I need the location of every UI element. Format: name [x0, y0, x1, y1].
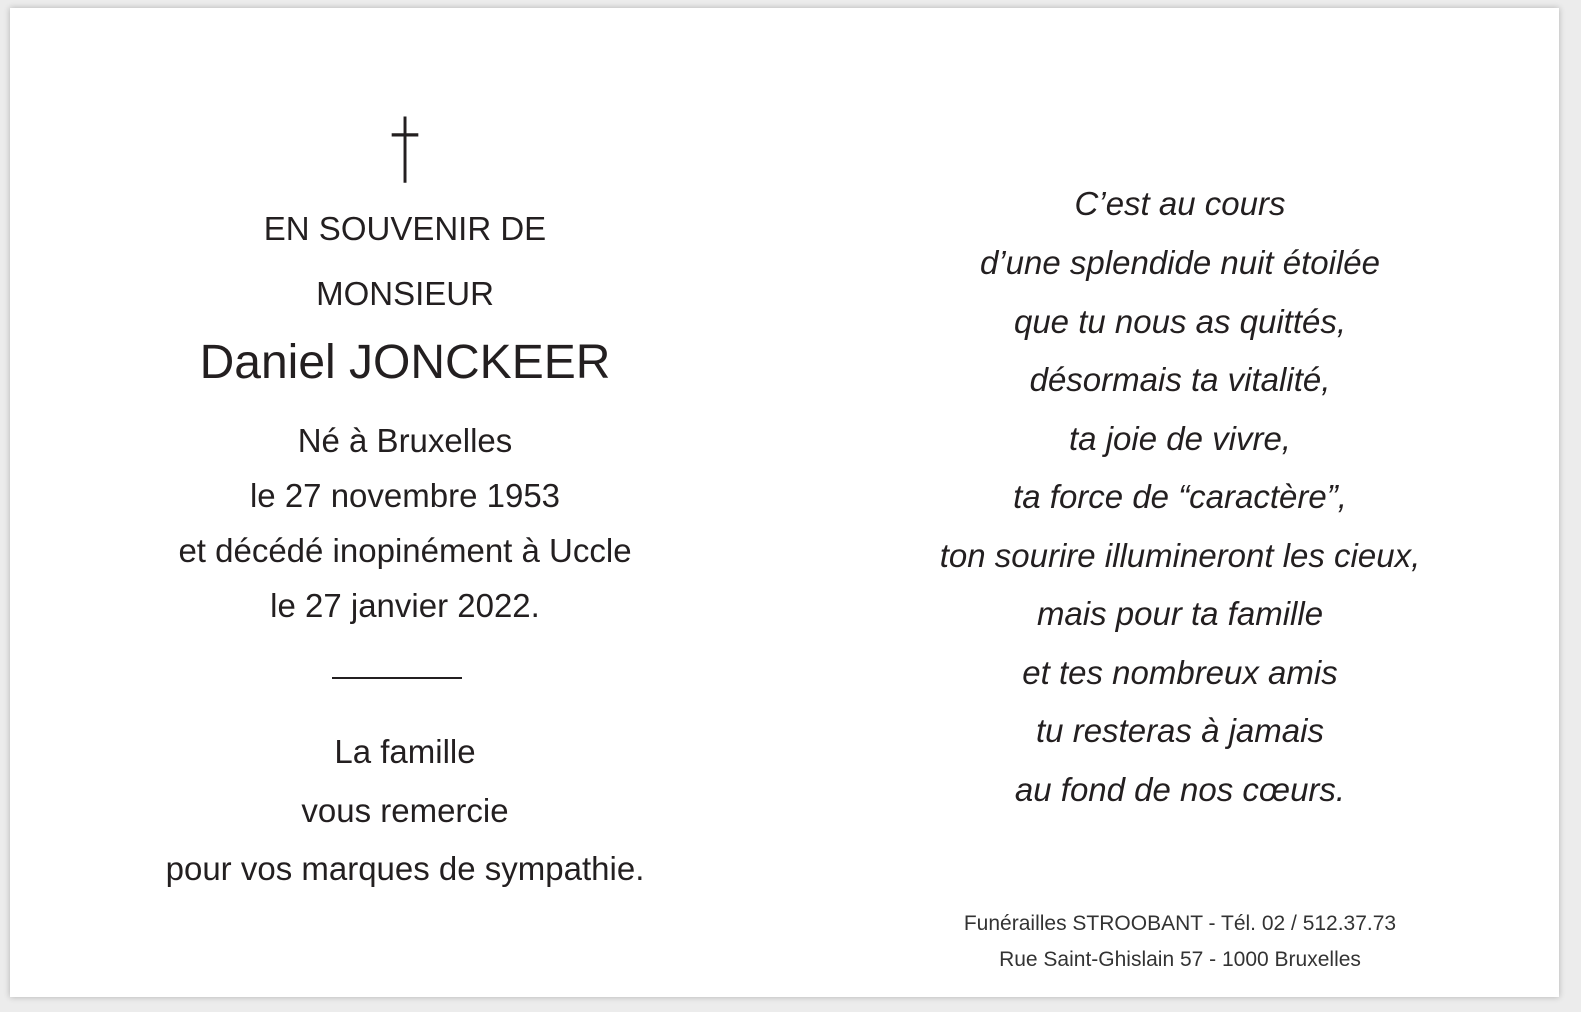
poem-line: C’est au cours [1074, 185, 1286, 222]
left-panel [10, 8, 800, 997]
thanks-line-2: vous remercie [301, 792, 509, 829]
memorial-header: EN SOUVENIR DE [263, 210, 547, 247]
death-place: et décédé inopinément à Uccle [178, 532, 632, 569]
poem-line: désormais ta vitalité, [1029, 361, 1331, 398]
cross-icon: † [390, 101, 420, 194]
poem-line: mais pour ta famille [1036, 595, 1324, 632]
divider [332, 677, 462, 679]
poem-line: ta joie de vivre, [1069, 420, 1291, 457]
funeral-home-contact: Funérailles STROOBANT - Tél. 02 / 512.37.73 [963, 912, 1397, 935]
death-date: le 27 janvier 2022. [270, 587, 540, 624]
funeral-home-address: Rue Saint-Ghislain 57 - 1000 Bruxelles [999, 948, 1361, 971]
poem-line: et tes nombreux amis [1022, 654, 1338, 691]
memorial-card [10, 8, 1559, 997]
poem-line: d’une splendide nuit étoilée [980, 244, 1380, 281]
poem-line: au fond de nos cœurs. [1014, 771, 1346, 808]
thanks-line-3: pour vos marques de sympathie. [165, 850, 645, 887]
poem-line: tu resteras à jamais [1036, 712, 1324, 749]
poem-line: ton sourire illumineront les cieux, [939, 537, 1421, 574]
honorific: MONSIEUR [316, 275, 494, 312]
thanks-line-1: La famille [334, 733, 476, 770]
poem-line: ta force de “caractère”, [1013, 478, 1347, 515]
right-panel [790, 8, 1570, 997]
birth-date: le 27 novembre 1953 [249, 477, 561, 514]
birth-place: Né à Bruxelles [297, 422, 513, 459]
poem-line: que tu nous as quittés, [1013, 303, 1347, 340]
deceased-name: Daniel JONCKEER [199, 336, 611, 389]
